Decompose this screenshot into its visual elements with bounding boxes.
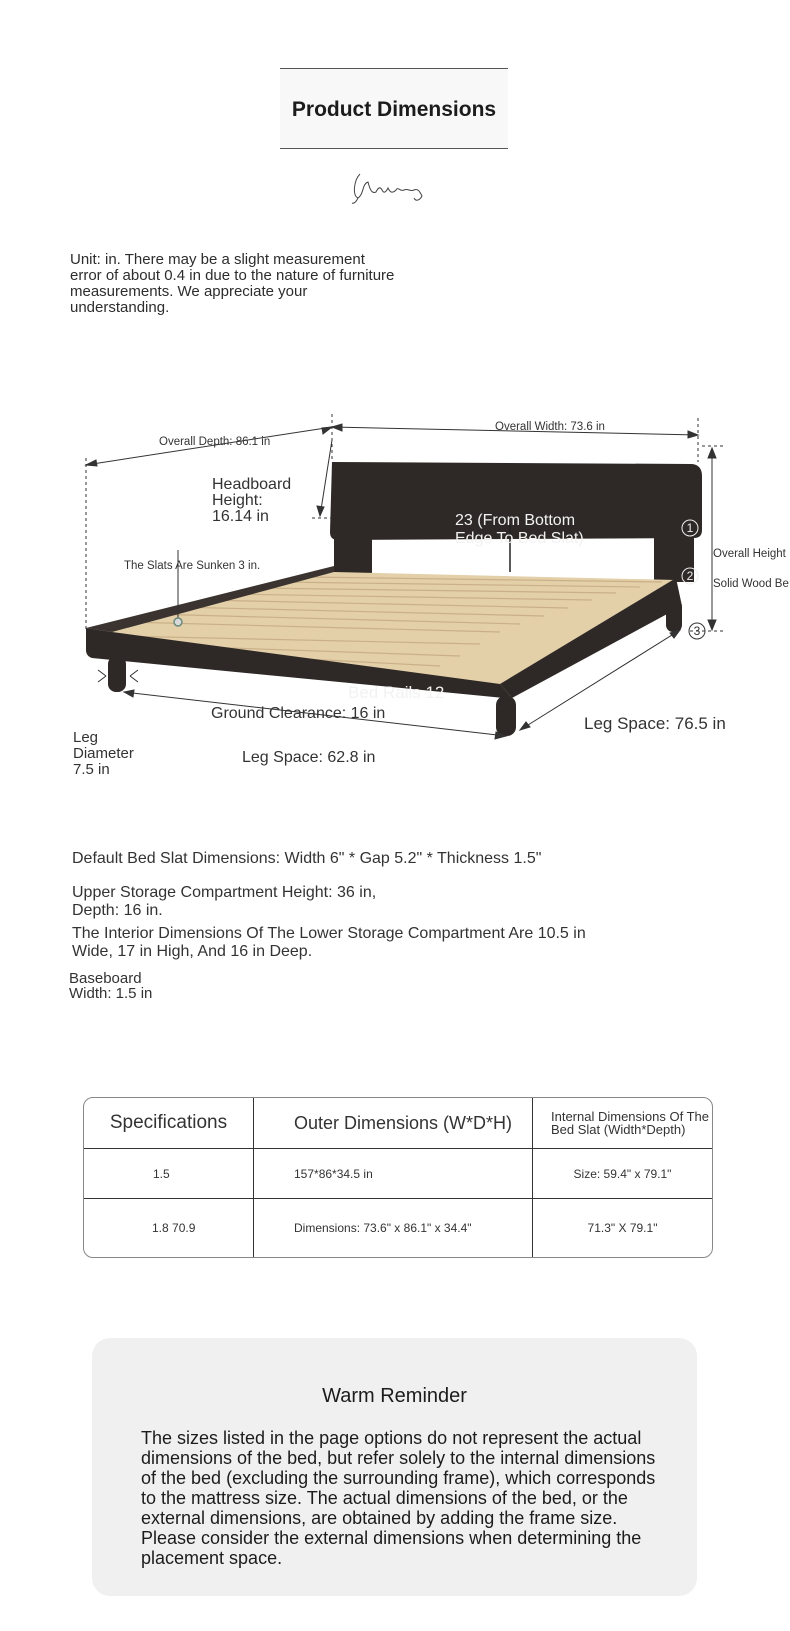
title-divider-top: [280, 68, 508, 69]
leg-diameter-label: Leg Diameter 7.5 in: [73, 729, 134, 778]
overall-width-label: Overall Width: 73.6 in: [495, 421, 605, 433]
table-cell-spec: 1.5: [84, 1149, 254, 1199]
headboard-height-label: Headboard Height: 16.14 in: [212, 476, 292, 525]
lower-storage-text: The Interior Dimensions Of The Lower Storage Compartment Are 10.5 in Wide, 17 in High, And 16 in Deep.: [72, 925, 586, 960]
table-header-outer-dimensions: Outer Dimensions (W*D*H): [254, 1098, 533, 1149]
slats-sunken-dot: [174, 618, 182, 626]
table-header-row: [84, 1098, 712, 1149]
bed-rails-label: Bed Rails 12: [348, 683, 445, 702]
slat-height-label: 23 (From Bottom Edge To Bed Slat): [455, 512, 584, 547]
ground-clearance-label: Ground Clearance: 16 in: [211, 705, 386, 722]
leg-front-left: [108, 656, 126, 692]
marker-3-label: 3: [693, 624, 701, 638]
leg-back-right: [666, 600, 682, 632]
solid-wood-label: Solid Wood Be: [713, 578, 789, 590]
baseboard-text: Baseboard Width: 1.5 in: [69, 970, 153, 1002]
marker-2-label: 2: [686, 569, 694, 583]
headboard-height-arrow: [312, 440, 332, 518]
script-signature: [350, 170, 430, 206]
overall-depth-label: Overall Depth: 86.1 in: [159, 436, 271, 448]
leg-space-right-label: Leg Space: 76.5 in: [584, 714, 726, 733]
leg-space-front-label: Leg Space: 62.8 in: [242, 749, 376, 766]
unit-note: Unit: in. There may be a slight measurement error of about 0.4 in due to the nature of furniture measurements. We appreciate your understanding.: [70, 251, 395, 316]
leg-front-right: [496, 696, 516, 736]
table-cell-outer: Dimensions: 73.6" x 86.1" x 34.4": [254, 1199, 533, 1257]
table-header-internal-dimensions: Internal Dimensions Of The Bed Slat (Width*Depth): [533, 1098, 712, 1149]
title-divider-bottom: [280, 148, 508, 149]
table-cell-internal: Size: 59.4" x 79.1": [533, 1149, 712, 1199]
upper-storage-text: Upper Storage Compartment Height: 36 in, Depth: 16 in.: [72, 884, 377, 919]
table-row: [84, 1149, 712, 1199]
warm-reminder-body: The sizes listed in the page options do not represent the actual dimensions of the bed, but refer solely to the internal dimensions of the bed (excluding the surrounding frame), which corresponds to the mattress size. The actual dimensions of the bed, or the external dimensions, are obtained by adding the frame size. Please consider the external dimensions when determining the placement space.: [141, 1428, 656, 1568]
slat-dimensions-text: Default Bed Slat Dimensions: Width 6" * Gap 5.2" * Thickness 1.5": [72, 850, 542, 867]
table-row: [84, 1199, 712, 1257]
slats-sunken-label: The Slats Are Sunken 3 in.: [124, 560, 261, 572]
table-header-specifications: Specifications: [84, 1098, 254, 1149]
overall-height-label: Overall Height: [713, 548, 786, 560]
table-cell-spec: 1.8 70.9: [84, 1199, 254, 1257]
headboard-post-left: [334, 538, 372, 576]
warm-reminder-title: Warm Reminder: [322, 1385, 467, 1407]
marker-1-label: 1: [686, 521, 694, 535]
specifications-table: [83, 1097, 713, 1258]
page-title: Product Dimensions: [291, 98, 497, 121]
table-cell-outer: 157*86*34.5 in: [254, 1149, 533, 1199]
table-cell-internal: 71.3" X 79.1": [587, 1221, 658, 1235]
